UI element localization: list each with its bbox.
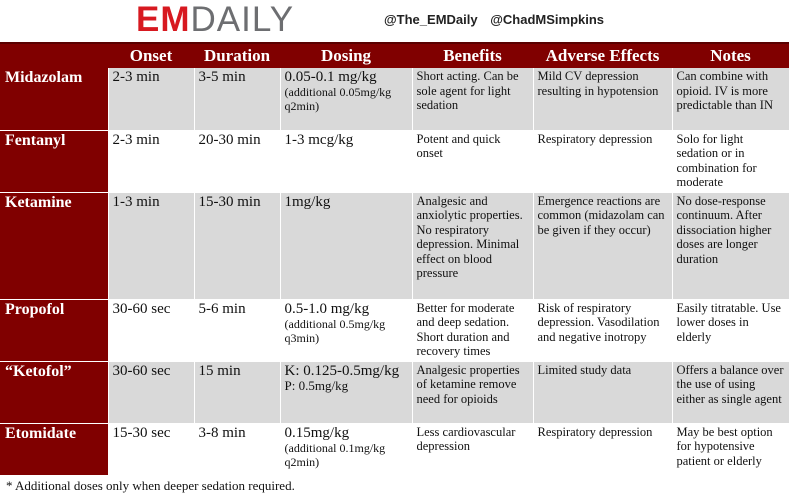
drug-name: Etomidate bbox=[0, 423, 108, 475]
table-row bbox=[0, 68, 789, 130]
table-row bbox=[0, 192, 789, 299]
adverse-cell: Mild CV depression resulting in hypotension bbox=[533, 68, 672, 130]
dosing-cell bbox=[280, 192, 412, 299]
onset-cell: 2-3 min bbox=[108, 130, 194, 192]
benefits-cell: Better for moderate and deep sedation. Short duration and recovery times bbox=[412, 299, 533, 361]
dosing-sub: (additional 0.05mg/kg q2min) bbox=[284, 85, 392, 113]
dosing-main: 1mg/kg bbox=[284, 193, 331, 210]
onset-cell: 30-60 sec bbox=[108, 299, 194, 361]
onset-cell: 1-3 min bbox=[108, 192, 194, 299]
duration-cell: 5-6 min bbox=[194, 299, 280, 361]
drug-name: Midazolam bbox=[0, 68, 108, 130]
dosing-main: 0.05-0.1 mg/kg bbox=[284, 69, 377, 85]
table-row bbox=[0, 130, 789, 192]
dosing-main: K: 0.125-0.5mg/kg bbox=[284, 362, 400, 379]
footnote: * Additional doses only when deeper sedation required. bbox=[6, 478, 295, 493]
table-row bbox=[0, 361, 789, 423]
adverse-cell: Respiratory depression bbox=[533, 130, 672, 192]
table-row bbox=[0, 299, 789, 361]
handle-chadmsimpkins[interactable]: @ChadMSimpkins bbox=[490, 12, 605, 27]
dosing-sub: (additional 0.1mg/kg q2min) bbox=[284, 440, 386, 469]
col-header-dosing: Dosing bbox=[280, 43, 412, 68]
duration-cell: 20-30 min bbox=[194, 130, 280, 192]
header-row bbox=[0, 43, 789, 68]
notes-cell: Offers a balance over the use of using either as single agent bbox=[672, 361, 789, 423]
dosing-sub: (additional 0.5mg/kg q3min) bbox=[284, 316, 386, 345]
social-handles bbox=[384, 12, 613, 27]
header bbox=[0, 0, 789, 42]
notes-cell: Easily titratable. Use lower doses in elderly bbox=[672, 299, 789, 361]
duration-cell: 15 min bbox=[194, 361, 280, 423]
adverse-cell: Emergence reactions are common (midazolam can be given if they occur) bbox=[533, 192, 672, 299]
benefits-cell: Analgesic properties of ketamine remove need for opioids bbox=[412, 361, 533, 423]
dosing-sub: P: 0.5mg/kg bbox=[284, 377, 349, 393]
duration-cell: 15-30 min bbox=[194, 192, 280, 299]
benefits-cell: Less cardiovascular depression bbox=[412, 423, 533, 475]
dosing-cell bbox=[280, 361, 412, 423]
drug-name: “Ketofol” bbox=[0, 361, 108, 423]
adverse-cell: Risk of respiratory depression. Vasodilation and negative inotropy bbox=[533, 299, 672, 361]
benefits-cell: Potent and quick onset bbox=[412, 130, 533, 192]
dosing-cell bbox=[280, 68, 412, 130]
notes-cell: Solo for light sedation or in combination for moderate bbox=[672, 130, 789, 192]
dosing-cell bbox=[280, 423, 412, 475]
onset-cell: 2-3 min bbox=[108, 68, 194, 130]
col-header-benefits: Benefits bbox=[412, 43, 533, 68]
handle-emdaily[interactable]: @The_EMDaily bbox=[384, 12, 478, 27]
col-header-duration: Duration bbox=[194, 43, 280, 68]
onset-cell: 30-60 sec bbox=[108, 361, 194, 423]
benefits-cell: Short acting. Can be sole agent for light sedation bbox=[412, 68, 533, 130]
adverse-cell: Limited study data bbox=[533, 361, 672, 423]
dosing-cell bbox=[280, 299, 412, 361]
col-header-adverse-effects: Adverse Effects bbox=[533, 43, 672, 68]
dosing-cell bbox=[280, 130, 412, 192]
notes-cell: May be best option for hypotensive patient or elderly bbox=[672, 423, 789, 475]
benefits-cell: Analgesic and anxiolytic properties. No respiratory depression. Minimal effect on blood pressure bbox=[412, 192, 533, 299]
onset-cell: 15-30 sec bbox=[108, 423, 194, 475]
logo-daily: DAILY bbox=[190, 0, 295, 39]
logo-em: EM bbox=[136, 0, 191, 39]
drug-name: Ketamine bbox=[0, 192, 108, 299]
drug-name: Propofol bbox=[0, 299, 108, 361]
dosing-main: 0.15mg/kg bbox=[284, 424, 350, 441]
drug-name: Fentanyl bbox=[0, 130, 108, 192]
notes-cell: Can combine with opioid. IV is more predictable than IN bbox=[672, 68, 789, 130]
duration-cell: 3-5 min bbox=[194, 68, 280, 130]
sedation-table bbox=[0, 42, 789, 476]
table-row bbox=[0, 423, 789, 475]
duration-cell: 3-8 min bbox=[194, 423, 280, 475]
dosing-main: 0.5-1.0 mg/kg bbox=[284, 300, 370, 317]
adverse-cell: Respiratory depression bbox=[533, 423, 672, 475]
dosing-main: 1-3 mcg/kg bbox=[284, 131, 354, 148]
col-header-drug bbox=[0, 43, 108, 68]
notes-cell: No dose-response continuum. After dissociation higher doses are longer duration bbox=[672, 192, 789, 299]
col-header-notes: Notes bbox=[672, 43, 789, 68]
emdaily-logo bbox=[136, 0, 294, 41]
col-header-onset: Onset bbox=[108, 43, 194, 68]
